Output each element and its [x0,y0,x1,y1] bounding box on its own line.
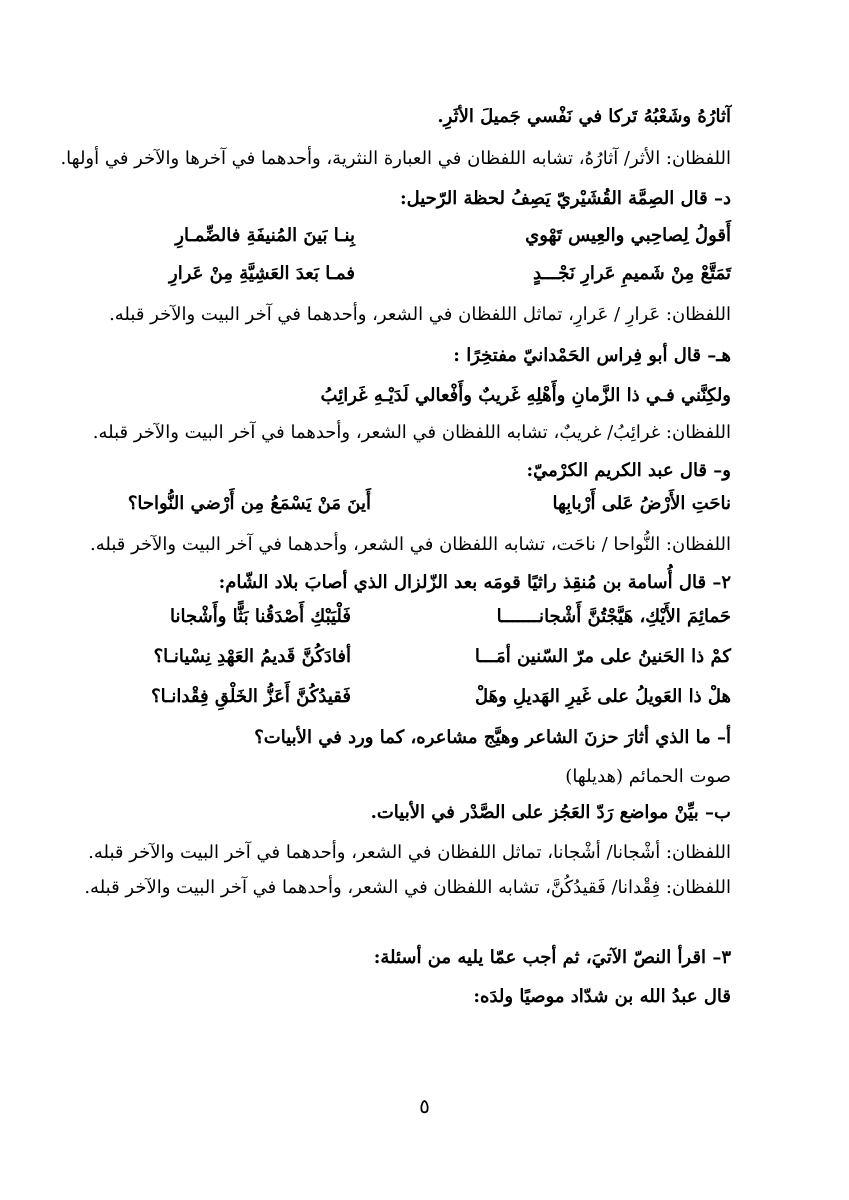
verse-ajuz: بِنـا بَينَ المُنيفَةِ فالضِّمـارِ [175,225,355,246]
text-line: قال عبدُ الله بن شدّاد موصيًا ولدَه: [473,986,731,1007]
section-heading: ٢– قال أُسامة بن مُنقِذ راثيًا قومَه بعد الزّلزال الذي أصابَ بلاد الشّام: [218,572,731,593]
verse-ajuz: فمـا بَعدَ العَشِيَّةِ مِنْ عَرارِ [169,263,355,284]
poem-verse [40,686,731,716]
page-number: ٥ [419,1094,430,1118]
text-line: اللفظان: الأثر/ آثارُهُ، تشابه اللفظان في العبارة النثرية، وأحدهما في آخرها والآخر في أولها. [60,148,731,169]
verse-sadr: ناحَتِ الأَرْضُ عَلى أَرْبابِها [552,493,731,514]
verse-sadr: تَمَتَّعْ مِنْ شَميمِ عَرارِ نَجْـــدٍ [533,263,731,284]
verse-sadr: كمْ ذا الحَنينُ على مرّ السّنين أمَـــا [474,646,731,667]
verse-ajuz: فَلْيَبْكِ أَصْدَقُنا بَثًّا وأَشْجانا [170,606,351,627]
answer-line: اللفظان: فِقْدانا/ فَقيدُكُنَّ، تشابه اللفظان في الشعر، وأحدهما في آخر البيت والآخر قبله. [84,877,731,898]
poem-verse-line: ولكِنَّني فـي ذا الزَّمانِ وأَهْلِهِ غَريبٌ وأَفْعالي لَدَيْـهِ غَرائِبُ [320,385,731,406]
answer-line: صوت الحمائم (هديلها) [565,766,731,787]
text-line: اللفظان: غرائِبُ/ غريبٌ، تشابه اللفظان في الشعر، وأحدهما في آخر البيت والآخر قبله. [92,422,731,443]
section-heading: د– قال الصِمَّة القُشَيْريّ يَصِفُ لحظة الرّحيل: [399,188,731,209]
answer-line: اللفظان: أشْجانا/ أشْجانا، تماثل اللفظان في الشعر، وأحدهما في آخر البيت والآخر قبله. [88,842,731,863]
poem-verse [40,225,731,255]
section-heading: هـ– قال أبو فِراس الحَمْدانيّ مفتخِرًا : [453,345,731,366]
poem-verse [40,263,731,293]
verse-ajuz: فَقيدُكُنَّ أَعَزُّ الخَلْقِ فِقْدانـا؟ [151,686,351,707]
text-line: اللفظان: النُّواحا / ناحَت، تشابه اللفظان في الشعر، وأحدهما في آخر البيت والآخر قبله. [90,534,731,555]
text-line: اللفظان: عَرارِ / عَرارِ، تماثل اللفظان في الشعر، وأحدهما في آخر البيت والآخر قبله. [109,304,731,325]
text-line: آثارُهُ وشَعْبُهُ تَركا في نَفْسي جَميلَ الأثَرِ. [437,106,731,127]
section-heading: ٣– اقرأ النصّ الآتيَ، ثم أجب عمّا يليه من أسئلة: [373,947,731,968]
verse-sadr: هلْ ذا العَويلُ على غَيرِ الهَديلِ وهَلْ [474,686,731,707]
verse-ajuz: أفادَكُنَّ قَديمُ العَهْدِ نِسْيانـا؟ [153,646,351,667]
question-line: ب– بيِّنْ مواضع رَدّ العَجُز على الصَّدْر في الأبيات. [370,802,731,823]
poem-verse [40,493,731,523]
section-heading: و– قال عبد الكريم الكرْميّ: [526,460,731,481]
verse-sadr: حَمائِمَ الأَيْكِ، هَيَّجْتُنَّ أَشْجانـــــــا [496,606,731,627]
verse-sadr: أَقولُ لِصاحِبي والعِيس تَهْوي [525,225,731,246]
question-line: أ– ما الذي أثارَ حزنَ الشاعر وهيَّج مشاعره، كما ورد في الأبيات؟ [254,727,731,748]
poem-verse [40,646,731,676]
poem-verse [40,606,731,636]
verse-ajuz: أَينَ مَنْ يَسْمَعُ مِن أَرْضي النُّواحا؟ [127,493,371,514]
